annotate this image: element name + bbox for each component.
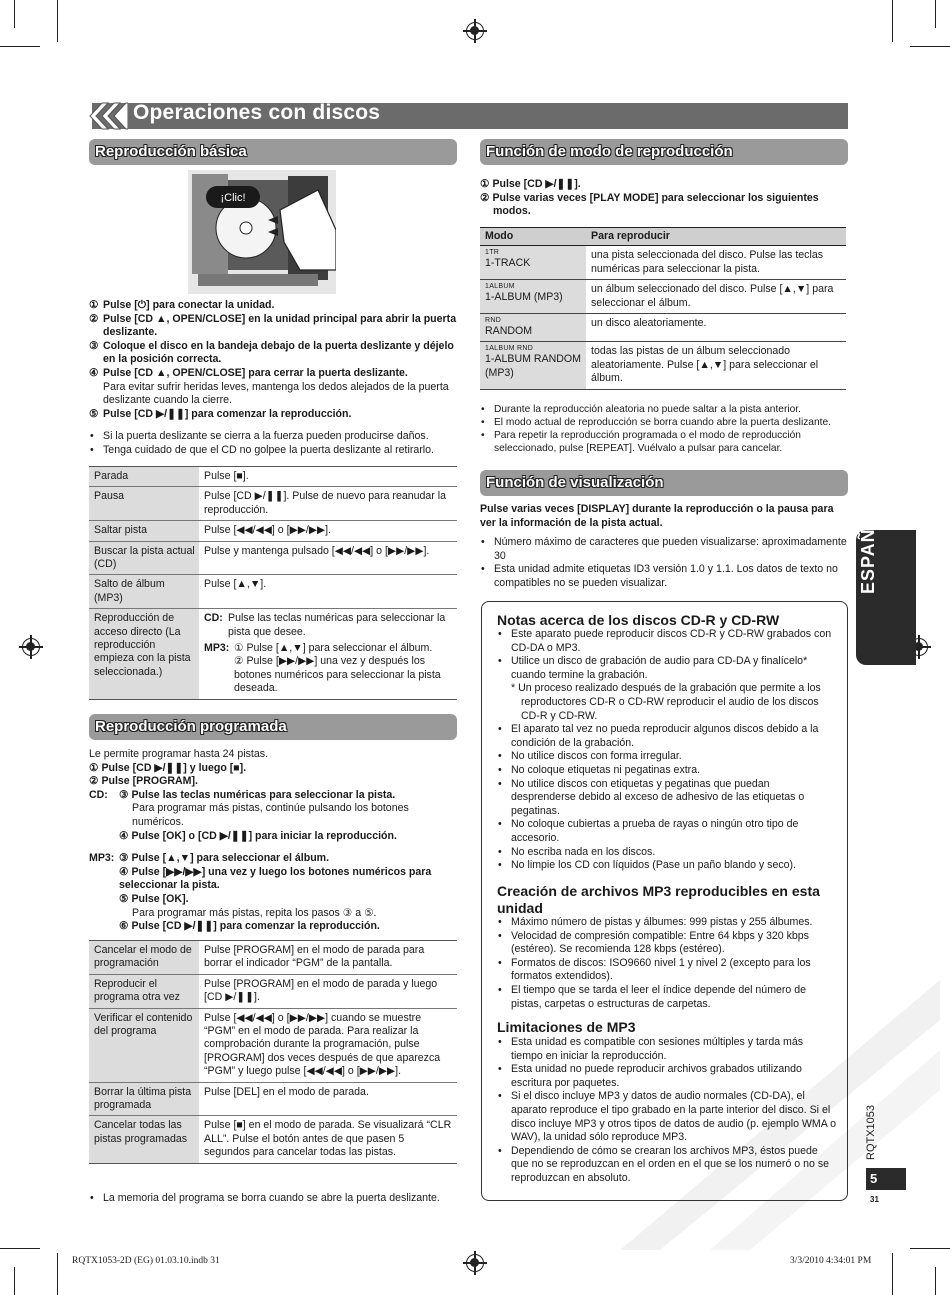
list-item: • Tenga cuidado de que el CD no golpee la puerta deslizante al retirarlo. — [89, 444, 457, 458]
footnote: * Un proceso realizado después de la grabación que permite a los reproductores CD-R o CD-RW reproducir el audio de los discos CD-R y CD-RW. — [511, 682, 821, 722]
list-item: • No limpie los CD con líquidos (Pase un paño blando y seco). — [497, 859, 837, 873]
control-table — [89, 466, 457, 700]
list-item: • Formatos de discos: ISO9660 nivel 1 y nivel 2 (excepto para los formatos extendidos). — [497, 957, 837, 984]
crop-mark — [14, 0, 15, 28]
list-item: • El aparato tal vez no pueda reproducir algunos discos debido a la condición de la grabación. — [497, 723, 837, 750]
list-item: • No escriba nada en los discos. — [497, 846, 837, 860]
notes-mp3-create-list — [497, 916, 837, 1011]
mode-table — [480, 227, 846, 390]
footer-timestamp: 3/3/2010 4:34:01 PM — [790, 1256, 872, 1266]
program-bullets — [89, 1192, 457, 1206]
list-item: ⑤ Pulse [CD ▶/❚❚] para comenzar la reproducción. — [89, 407, 352, 420]
crop-mark — [57, 1253, 58, 1295]
cd-insert-illustration — [188, 170, 336, 294]
language-tab-label: ESPAÑOL — [858, 501, 878, 594]
table-row: Pausa Pulse [CD ▶/❚❚]. Pulse de nuevo para reanudar la reproducción. — [89, 487, 457, 521]
list-item: • No utilice discos con etiquetas y pegatinas que puedan desprenderse debido al exceso de adhesivo de las etiquetas o pegatinas. — [497, 778, 837, 819]
list-item: • Utilice un disco de grabación de audio para CD-DA y finalícelo* cuando termine la grabación. — [497, 655, 837, 682]
table-row: Verificar el contenido del programa Pulse [◀◀/◀◀] o [▶▶/▶▶] cuando se muestre “PGM” en el modo de parada. Para realizar la comprobación durante la programación, pulse [PROGRAM] dos veces después de que aparezca “PGM” y luego pulse [◀◀/◀◀] o [▶▶/▶▶]. — [89, 1008, 457, 1082]
list-item: ④ Pulse [CD ▲, OPEN/CLOSE] para cerrar la puerta deslizante. Para evitar sufrir heridas leves, mantenga los dedos alejados de la puerta deslizante cuando la cierre. — [89, 366, 449, 407]
program-steps: Le permite programar hasta 24 pistas. ① Pulse [CD ▶/❚❚] y luego [■]. ② Pulse [PROGRAM]. CD: ③ Pulse las teclas numéricas para seleccionar la pista. Para programar más pistas, continúe pulsando los botones numéricos. ④ Pulse [OK] o [CD ▶/❚❚] para iniciar la reproducción. MP3: ③ Pulse [▲,▼] para seleccionar el álbum. ④ Pulse [▶▶/▶▶] una vez y luego los botones numéricos para seleccionar la pista. ⑤ Pulse [OK]. Para programar más pistas, repita los pasos ③ a ⑤. ⑥ Pulse [CD ▶/❚❚] para comenzar la reproducción. — [89, 748, 432, 933]
list-item: • La memoria del programa se borra cuando se abre la puerta deslizante. — [89, 1192, 457, 1206]
table-row: 1TR 1-TRACK una pista seleccionada del disco. Pulse las teclas numéricas para seleccionar la pista. — [480, 246, 846, 280]
list-item: • El tiempo que se tarda el leer el índice depende del número de pistas, carpetas o estructuras de carpetas. — [497, 984, 837, 1011]
table-row: 1ALBUM RND 1-ALBUM RANDOM (MP3) todas las pistas de un álbum seleccionado aleatoriamente. Pulse [▲,▼] para seleccionar el álbum. — [480, 342, 846, 389]
notes-heading-cdr: Notas acerca de los discos CD-R y CD-RW — [497, 612, 780, 628]
model-code: RQTX1053 — [865, 1104, 877, 1160]
table-header: Modo Para reproducir — [480, 228, 846, 246]
table-row: Cancelar el modo de programación Pulse [PROGRAM] en el modo de parada para borrar el indicador “PGM” de la pantalla. — [89, 941, 457, 975]
crop-mark — [935, 0, 936, 28]
notes-cdr-list — [497, 628, 837, 873]
list-item: ② Pulse [CD ▲, OPEN/CLOSE] en la unidad principal para abrir la puerta deslizante. — [89, 312, 457, 339]
crop-mark — [892, 0, 893, 42]
list-item: • Velocidad de compresión compatible: Entre 64 kbps y 320 kbps (estéreo). Se recomienda 128 kbps (estéreo). — [497, 930, 837, 957]
table-row: Borrar la última pista programada Pulse [DEL] en el modo de parada. — [89, 1082, 457, 1116]
page-number-small: 31 — [870, 1195, 879, 1204]
list-item: ③ Coloque el disco en la bandeja debajo de la puerta deslizante y déjelo en la posición correcta. — [89, 339, 454, 366]
section-header-programmed: Reproducción programada — [89, 714, 457, 740]
notes-heading-mp3-create: Creación de archivos MP3 reproducibles en esta unidad — [497, 883, 820, 916]
list-item: • Esta unidad admite etiquetas ID3 versión 1.0 y 1.1. Los datos de texto no compatibles no se pueden visualizar. — [480, 563, 848, 590]
basic-steps — [89, 299, 457, 421]
play-mode-bullets — [480, 403, 848, 455]
table-row: Reproducir el programa otra vez Pulse [PROGRAM] en el modo de parada y luego [CD ▶/❚❚]. — [89, 974, 457, 1008]
list-item: • Máximo número de pistas y álbumes: 999 pistas y 255 álbumes. — [497, 916, 837, 930]
chevron-left-icon — [88, 101, 128, 131]
list-item: ① Pulse [⏻] para conectar la unidad. — [89, 299, 275, 311]
list-item: • Esta unidad no puede reproducir archivos grabados utilizando escritura por paquetes. — [497, 1063, 837, 1090]
list-item: • Para repetir la reproducción programada o el modo de reproducción seleccionado, pulse [REPEAT]. Vuélvalo a pulsar para cancelar. — [480, 429, 848, 455]
list-item: • Si la puerta deslizante se cierra a la fuerza pueden producirse daños. — [89, 430, 457, 444]
notes-heading-mp3-limits: Limitaciones de MP3 — [497, 1019, 636, 1035]
list-item: • Dependiendo de cómo se crearan los archivos MP3, éstos puede que no se reproduzcan en el orden en el que se los numeró o no se reproduzcan en absoluto. — [497, 1145, 837, 1186]
footer-file: RQTX1053-2D (EG) 01.03.10.indb 31 — [72, 1256, 220, 1266]
list-item: • Esta unidad es compatible con sesiones múltiples y tarda más tiempo en iniciar la reproducción. — [497, 1036, 837, 1063]
list-item: • Número máximo de caracteres que pueden visualizarse: aproximadamente 30 — [480, 536, 848, 563]
section-header-play-mode: Función de modo de reproducción — [480, 139, 848, 165]
table-row: Parada Pulse [■]. — [89, 467, 457, 487]
table-row: 1ALBUM 1-ALBUM (MP3) un álbum seleccionado del disco. Pulse [▲,▼] para seleccionar el álbum. — [480, 280, 846, 314]
list-item: • No coloque etiquetas ni pegatinas extra. — [497, 764, 837, 778]
list-item: • No coloque cubiertas a prueba de rayas o ningún otro tipo de accesorio. — [497, 818, 837, 845]
registration-mark-icon — [22, 638, 40, 656]
list-item: • Este aparato puede reproducir discos CD-R y CD-RW grabados con CD-DA o MP3. — [497, 628, 837, 655]
basic-bullets — [89, 430, 457, 457]
display-intro: Pulse varias veces [DISPLAY] durante la reproducción o la pausa para ver la información de la pista actual. — [480, 503, 834, 529]
registration-mark-icon — [466, 1254, 484, 1272]
crop-mark — [0, 1248, 40, 1249]
table-row: Salto de álbum (MP3) Pulse [▲,▼]. — [89, 575, 457, 609]
crop-mark — [0, 46, 40, 47]
table-row: Buscar la pista actual (CD) Pulse y mantenga pulsado [◀◀/◀◀] o [▶▶/▶▶]. — [89, 541, 457, 575]
list-item: • No utilice discos con forma irregular. — [497, 750, 837, 764]
crop-mark — [910, 46, 950, 47]
section-header-display: Función de visualización — [480, 470, 848, 496]
crop-mark — [935, 1267, 936, 1295]
crop-mark — [892, 1253, 893, 1295]
program-table — [89, 940, 457, 1164]
crop-mark — [57, 0, 58, 42]
play-mode-steps: ① Pulse [CD ▶/❚❚]. ② Pulse varias veces [PLAY MODE] para seleccionar los siguientes modos. — [480, 178, 819, 218]
list-item: • Si el disco incluye MP3 y datos de audio normales (CD-DA), el aparato reproduce el tipo grabado en la parte interior del disco. Si el disco incluye MP3 y otros tipos de datos de audio (p. ejemplo WMA o WAV), la unidad sólo reproduce MP3. — [497, 1090, 837, 1144]
page-title: Operaciones con discos — [133, 101, 381, 124]
table-row: Reproducción de acceso directo (La reproducción empieza con la pista seleccionada.) CD: Pulse las teclas numéricas para seleccionar la pista que desee. MP3: ① Pulse [▲,▼] para seleccionar el álbum. ② Pulse [▶▶/▶▶] una vez y después los botones numéricos para seleccionar la pista deseada. — [89, 609, 457, 699]
page-number: 5 — [866, 1168, 906, 1190]
notes-mp3-limits-list — [497, 1036, 837, 1186]
click-label: ¡Clic! — [220, 192, 246, 204]
table-row: Cancelar todas las pistas programadas Pulse [■] en el modo de parada. Se visualizará “CLR ALL”. Pulse el botón antes de que pasen 5 segundos para cancelar todas las pistas. — [89, 1116, 457, 1163]
table-row: Saltar pista Pulse [◀◀/◀◀] o [▶▶/▶▶]. — [89, 521, 457, 541]
section-header-basic: Reproducción básica — [89, 139, 457, 165]
registration-mark-icon — [466, 22, 484, 40]
list-item: • Durante la reproducción aleatoria no puede saltar a la pista anterior. — [480, 403, 848, 416]
crop-mark — [14, 1267, 15, 1295]
list-item: • El modo actual de reproducción se borra cuando abre la puerta deslizante. — [480, 416, 848, 429]
table-row: RND RANDOM un disco aleatoriamente. — [480, 314, 846, 342]
display-bullets — [480, 536, 848, 590]
